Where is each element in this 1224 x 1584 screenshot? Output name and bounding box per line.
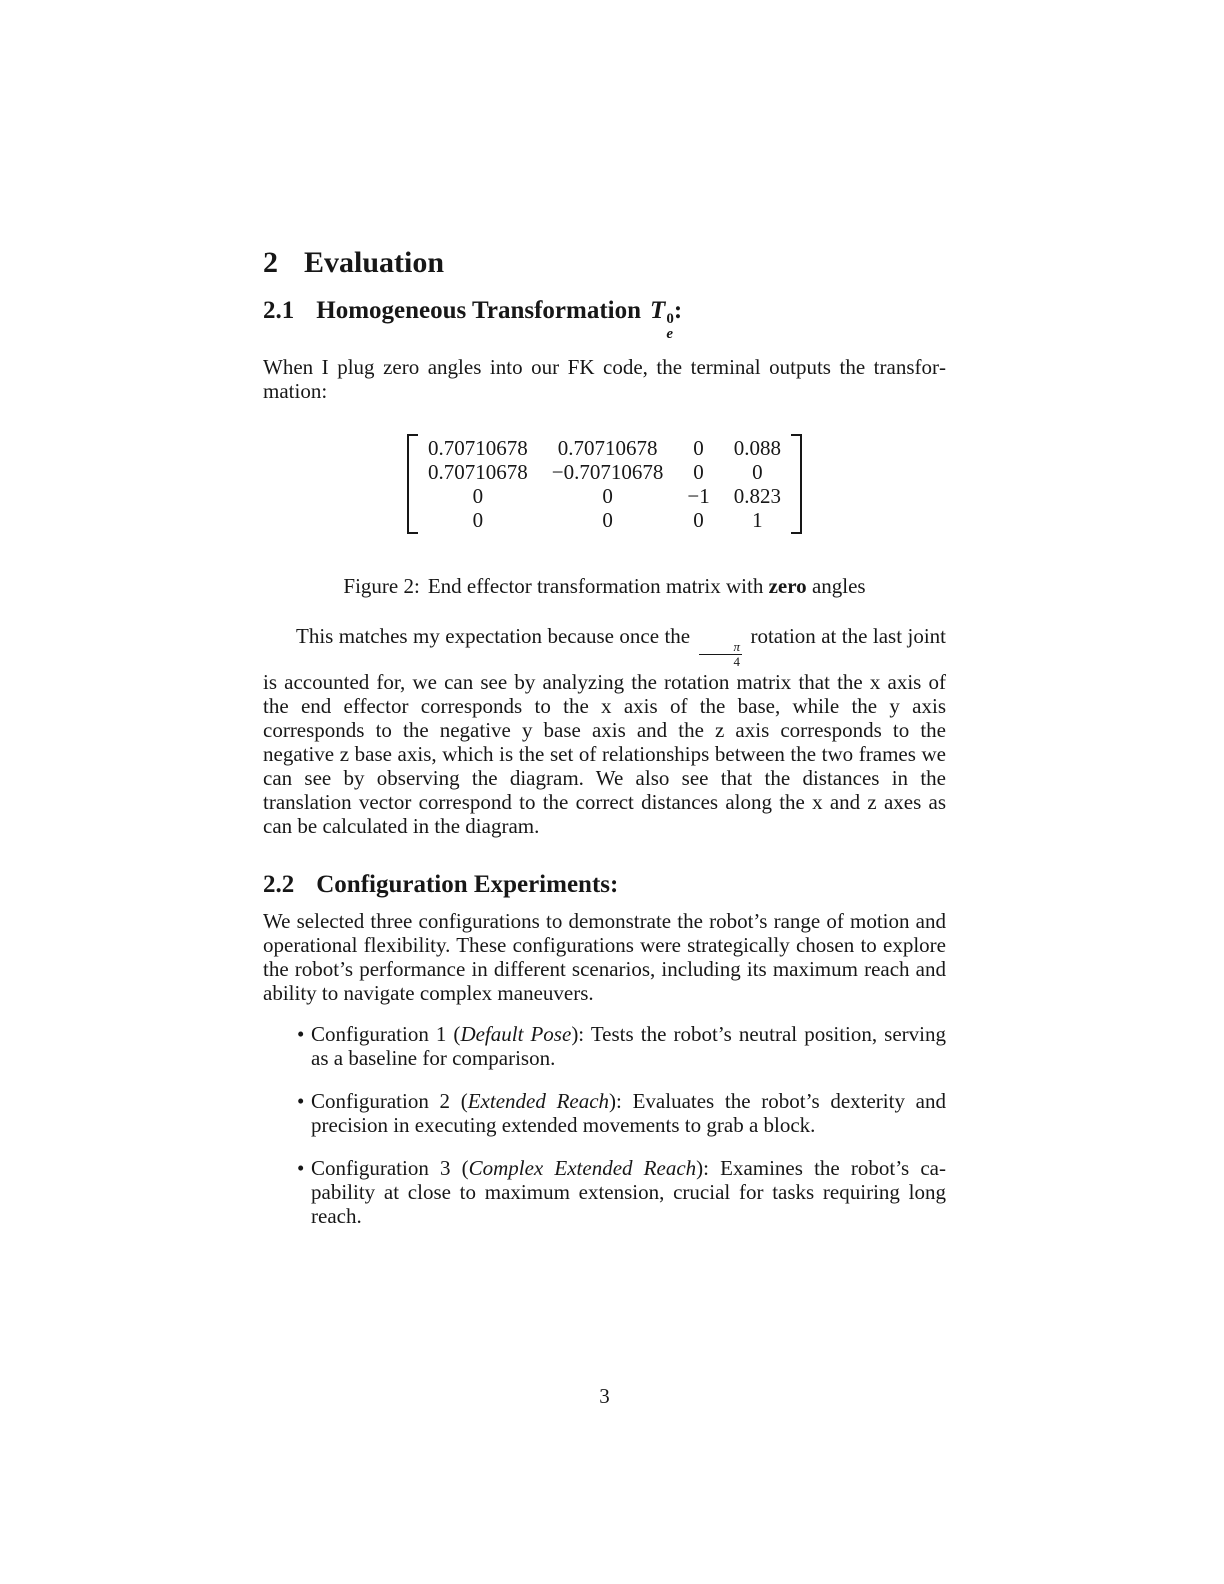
matrix-cell: 0.088 bbox=[733, 436, 781, 460]
matrix-cell: −0.70710678 bbox=[551, 460, 664, 484]
configuration-2-name: Extended Reach bbox=[467, 1088, 610, 1113]
figure-caption: Figure 2: End effector transformation matrix with zero angles bbox=[343, 574, 866, 598]
matrix-cell: 0.70710678 bbox=[428, 460, 528, 484]
matrix-cell: 0.70710678 bbox=[557, 436, 658, 460]
configuration-1-name: Default Pose bbox=[460, 1021, 572, 1046]
figure-matrix bbox=[263, 434, 946, 534]
subsection-heading-2-2 bbox=[263, 870, 946, 900]
paragraph-analysis: This matches my expectation because once the $\frac{\pi}{4}$ rotation at the last joint is accounted for, we can see by analyzing the rotation matrix that the x axis of the end effector corresponds to the x axis of the base, while the y axis corresponds to the negative y base axis and the z axis corresponds to the negative z base axis, which is the set of relationships between the two frames we can see by observing the diagram. We also see that the distances in the translation vector correspond to the correct distances along the x and z axes as can be calculated in the diagram. bbox=[263, 624, 946, 838]
matrix-cell: 0 bbox=[752, 460, 763, 484]
subsection-title: Homogeneous Transformation T 0 e : bbox=[316, 297, 683, 342]
matrix-cell: 0 bbox=[472, 508, 484, 532]
configuration-list bbox=[263, 1022, 946, 1228]
list-item-configuration-3: • Configuration 3 (Complex Extended Reach): Examines the robot’s capability at close to maximum extension, crucial for tasks requiring long reach. bbox=[311, 1156, 946, 1228]
matrix-cell: 0.70710678 bbox=[428, 436, 528, 460]
paragraph-configurations: We selected three configurations to demonstrate the robot’s range of motion and operational flexibility. These configurations were strategically chosen to explore the robot’s performance in different scenarios, including its maximum reach and ability to navigate complex maneuvers. bbox=[263, 908, 946, 1005]
subsection-number: 2.1 bbox=[263, 297, 295, 324]
matrix-cell: 0 bbox=[602, 508, 613, 532]
matrix-cell: 0.823 bbox=[733, 484, 781, 508]
section-title: Evaluation bbox=[304, 246, 445, 279]
section-heading bbox=[263, 246, 946, 280]
math-transform-symbol: T 0 e : bbox=[650, 297, 683, 342]
list-item-configuration-1: • Configuration 1 (Default Pose): Tests the robot’s neutral position, serving as a baseline for comparison. bbox=[311, 1022, 946, 1070]
matrix-cell: 0 bbox=[693, 436, 704, 460]
matrix-cell: 0 bbox=[693, 460, 704, 484]
caption-bold-word: zero bbox=[768, 574, 807, 598]
matrix-cell: 0 bbox=[472, 484, 484, 508]
subsection-heading-2-1 bbox=[263, 296, 946, 342]
matrix-cell: 0 bbox=[602, 484, 613, 508]
transformation-matrix bbox=[407, 434, 802, 534]
list-item-configuration-2: • Configuration 2 (Extended Reach): Evaluates the robot’s dexterity and precision in executing extended movements to grab a block. bbox=[311, 1089, 946, 1137]
subsection-number: 2.2 bbox=[263, 870, 295, 898]
paragraph-intro: When I plug zero angles into our FK code, the terminal outputs the transformation: bbox=[263, 355, 946, 403]
figure-caption-label: Figure 2: bbox=[343, 574, 420, 598]
page-number: 3 bbox=[599, 1384, 610, 1408]
matrix-grid bbox=[418, 434, 791, 534]
matrix-cell: 0 bbox=[693, 508, 704, 532]
configuration-3-name: Complex Extended Reach bbox=[468, 1155, 697, 1180]
matrix-bracket-left bbox=[407, 434, 418, 534]
section-number: 2 bbox=[263, 246, 278, 279]
matrix-cell: 1 bbox=[752, 508, 763, 532]
matrix-bracket-right bbox=[791, 434, 802, 534]
subsection-title: Configuration Experiments: bbox=[316, 870, 619, 898]
pi-over-four-fraction: $\frac{\pi}{4}$ bbox=[699, 640, 743, 670]
text-block bbox=[263, 246, 946, 1228]
matrix-cell: −1 bbox=[687, 484, 710, 508]
